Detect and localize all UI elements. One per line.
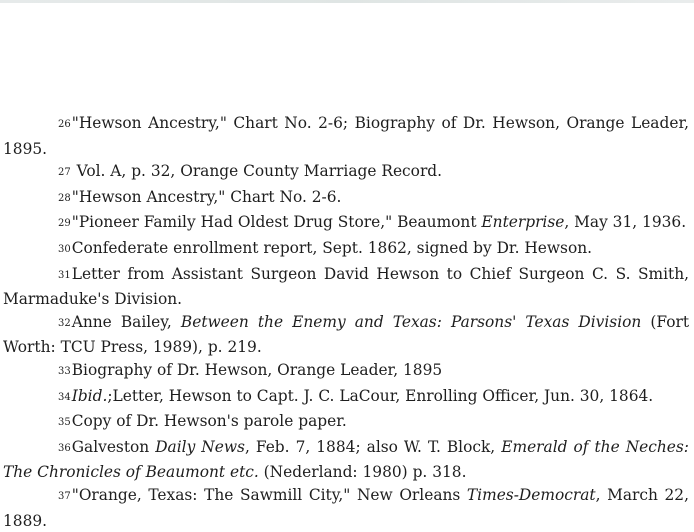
footnote-31 bbox=[3, 263, 689, 311]
footnote-36 bbox=[3, 436, 689, 484]
footnote-text: Letter from Assistant Surgeon David Hewson to Chief Surgeon C. S. Smith, Marmaduke's Division. bbox=[3, 264, 689, 309]
footnote-number: 33 bbox=[58, 365, 71, 377]
footnote-text: ;Letter, Hewson to Capt. J. C. LaCour, Enrolling Officer, Jun. 30, 1864. bbox=[107, 386, 654, 405]
footnote-text: Galveston bbox=[71, 437, 156, 456]
footnote-text: (Fort Worth: TCU Press, 1989), p. 219. bbox=[3, 312, 690, 357]
footnote-34 bbox=[3, 385, 689, 411]
footnote-text: Copy of Dr. Hewson's parole paper. bbox=[71, 412, 347, 431]
footnote-italic-text: Enterprise bbox=[481, 213, 565, 232]
footnote-33 bbox=[3, 359, 689, 385]
footnote-number: 35 bbox=[58, 417, 71, 429]
footnote-italic-text: Daily News bbox=[155, 437, 245, 456]
footnote-text: Vol. A, p. 32, Orange County Marriage Record. bbox=[71, 162, 443, 181]
footnote-text: "Hewson Ancestry," Chart No. 2-6; Biography of Dr. Hewson, Orange Leader, 1895. bbox=[3, 114, 689, 158]
footnote-text: , March 22, 1889. bbox=[3, 485, 689, 530]
footnote-28 bbox=[3, 186, 689, 212]
footnote-text: (Nederland: 1980) p. 318. bbox=[258, 463, 467, 482]
top-edge-rule bbox=[0, 0, 694, 3]
footnote-text: "Hewson Ancestry," Chart No. 2-6. bbox=[71, 187, 342, 206]
footnotes-list bbox=[3, 112, 689, 532]
footnote-32 bbox=[3, 311, 689, 359]
footnote-number: 31 bbox=[58, 269, 71, 281]
footnote-number: 37 bbox=[58, 490, 71, 502]
footnote-number: 27 bbox=[58, 167, 71, 179]
footnote-text: , May 31, 1936. bbox=[564, 213, 687, 232]
footnote-number: 34 bbox=[58, 391, 71, 403]
footnote-27 bbox=[3, 160, 689, 186]
footnote-text: , Feb. 7, 1884; also W. T. Block, bbox=[244, 437, 502, 456]
footnote-30 bbox=[3, 237, 689, 263]
footnote-text: "Orange, Texas: The Sawmill City," New Orleans bbox=[71, 485, 467, 504]
footnote-italic-text: Between the Enemy and Texas: Parsons' Texas Division bbox=[180, 312, 642, 331]
footnote-text: "Pioneer Family Had Oldest Drug Store," Beaumont bbox=[71, 213, 482, 232]
footnote-italic-text: Ibid. bbox=[71, 386, 108, 405]
footnote-text: Anne Bailey, bbox=[71, 312, 181, 331]
footnote-number: 32 bbox=[58, 317, 71, 329]
footnote-29 bbox=[3, 211, 689, 237]
footnote-text: Confederate enrollment report, Sept. 1862, signed by Dr. Hewson. bbox=[71, 238, 593, 257]
footnote-number: 26 bbox=[58, 119, 71, 130]
footnote-italic-text: Times-Democrat bbox=[466, 485, 596, 504]
footnote-number: 28 bbox=[58, 192, 71, 204]
footnote-35 bbox=[3, 410, 689, 436]
footnote-number: 36 bbox=[58, 442, 71, 454]
footnote-italic-text: Emerald of the Neches: The Chronicles of Beaumont etc. bbox=[3, 437, 689, 482]
footnote-number: 29 bbox=[58, 218, 71, 230]
footnote-37 bbox=[3, 484, 689, 532]
footnote-text: Biography of Dr. Hewson, Orange Leader, 1895 bbox=[71, 360, 443, 379]
footnote-number: 30 bbox=[58, 243, 71, 255]
footnote-26 bbox=[3, 112, 689, 160]
